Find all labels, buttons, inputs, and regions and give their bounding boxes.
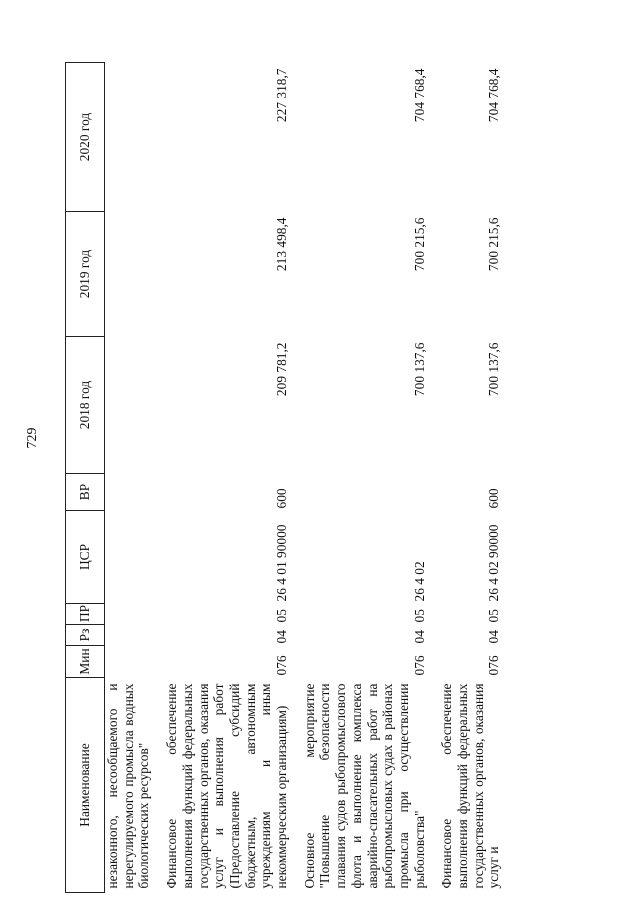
row-name: Основное мероприятие "Повышение безопасности плавания судов рыбопромыслового флота и выполнение комплекса аварийно-спасательных работ на рыбопромысловых судах в районах промысла при осуществлении рыболовства"	[301, 683, 427, 889]
row-2018: 700 137,6	[411, 342, 427, 397]
row-2020: 227 318,7	[274, 68, 290, 123]
budget-table-rotated	[65, 63, 605, 893]
row-2019: 700 215,6	[486, 217, 502, 272]
row-pr: 05	[274, 609, 290, 623]
row-2019: 700 215,6	[411, 217, 427, 272]
row-2020: 704 768,4	[486, 68, 502, 123]
row-vr	[302, 474, 428, 511]
row-2020: 704 768,4	[411, 68, 427, 123]
row-vr: 600	[274, 488, 290, 509]
table-header-row	[66, 63, 105, 893]
row-2018	[105, 337, 153, 474]
header-pr: ПР	[66, 604, 105, 625]
row-vr: 600	[486, 488, 502, 509]
row-2019: 213 498,4	[274, 217, 290, 272]
row-csr: 26 4 02 90000	[486, 524, 502, 602]
budget-table	[65, 62, 502, 893]
table-row	[439, 63, 502, 893]
row-rz: 04	[486, 630, 502, 644]
header-2020: 2020 год	[66, 63, 105, 212]
page-number: 729	[25, 427, 40, 449]
row-name: незаконного, несообщаемого и нерегулируемого промысла водных биологических ресурсов"	[105, 683, 152, 889]
row-min: 076	[411, 655, 427, 676]
row-pr: 05	[411, 609, 427, 623]
row-rz: 04	[411, 630, 427, 644]
row-csr: 26 4 01 90000	[274, 524, 290, 602]
row-name: Финансовое обеспечение выполнения функций федеральных государственных органов, оказания услуг и выполнения работ (Предоставление субсидий бюджетным, автономным учреждениям и иным некоммерческим организациям)	[164, 683, 290, 889]
table-row	[164, 63, 290, 893]
row-pr: 05	[486, 609, 502, 623]
header-2018: 2018 год	[66, 337, 105, 474]
row-name: Финансовое обеспечение выполнения функций федеральных государственных органов, оказания услуг и	[439, 683, 502, 889]
row-pr	[105, 604, 153, 625]
row-2018: 209 781,2	[274, 342, 290, 397]
row-csr: 26 4 02	[411, 561, 427, 602]
row-min: 076	[274, 655, 290, 676]
row-rz	[105, 625, 153, 646]
row-rz: 04	[274, 630, 290, 644]
row-vr	[105, 474, 153, 511]
row-2018: 700 137,6	[486, 342, 502, 397]
row-2020	[105, 63, 153, 212]
header-name: Наименование	[66, 678, 105, 893]
header-min: Мин	[66, 646, 105, 678]
header-vr: ВР	[66, 474, 105, 511]
header-rz: Рз	[66, 625, 105, 646]
table-row	[302, 63, 428, 893]
table-row	[105, 63, 153, 893]
row-min: 076	[486, 655, 502, 676]
row-min	[105, 646, 153, 678]
header-2019: 2019 год	[66, 212, 105, 337]
header-csr: ЦСР	[66, 511, 105, 604]
row-csr	[105, 511, 153, 604]
row-2019	[105, 212, 153, 337]
